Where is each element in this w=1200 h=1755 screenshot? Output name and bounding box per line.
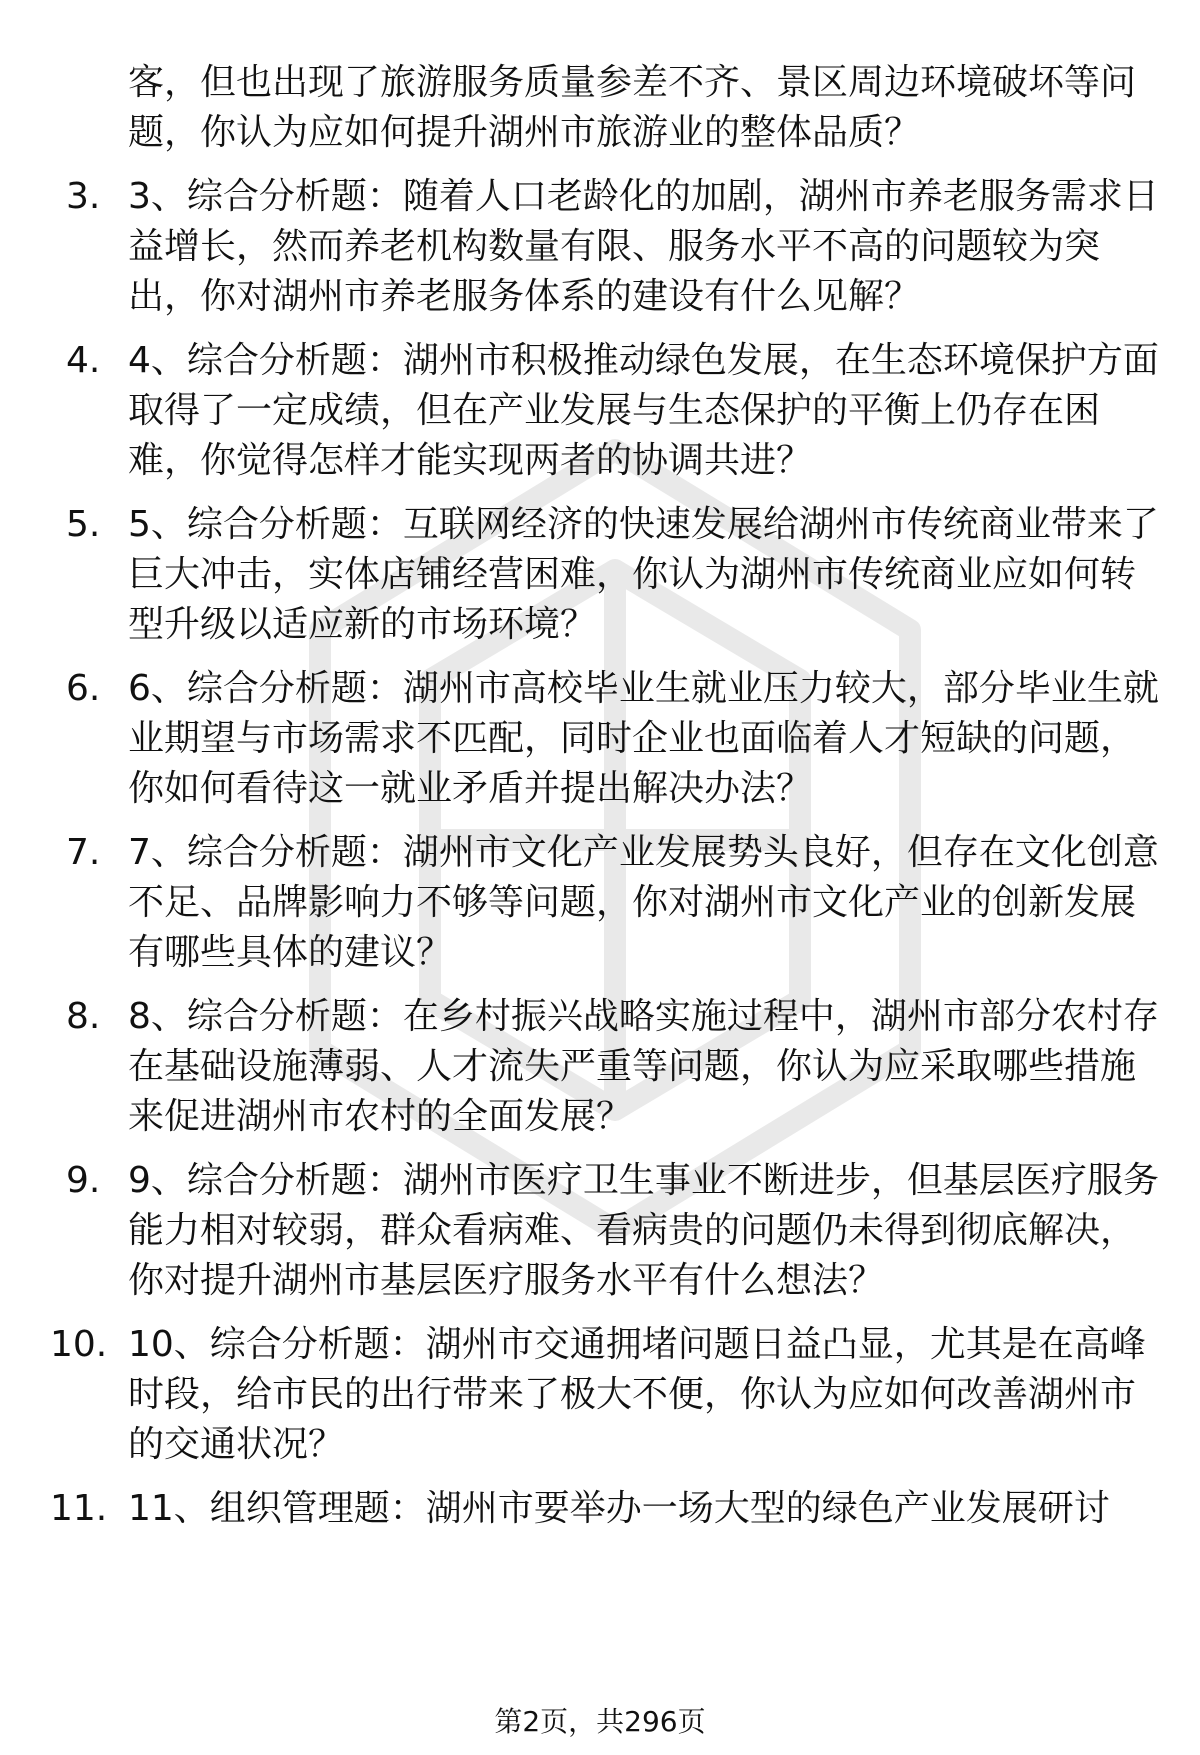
question-line: 10、综合分析题：湖州市交通拥堵问题日益凸显，尤其是在高峰 xyxy=(128,1324,1146,1365)
list-number: 7. xyxy=(66,832,101,873)
question-text xyxy=(128,172,1159,322)
continuation-paragraph xyxy=(128,58,1138,158)
question-line: 难，你觉得怎样才能实现两者的协调共进？ xyxy=(128,440,813,481)
question-line: 在基础设施薄弱、人才流失严重等问题，你认为应采取哪些措施 xyxy=(128,1046,1137,1087)
question-text xyxy=(128,828,1159,978)
question-line: 取得了一定成绩，但在产业发展与生态保护的平衡上仍存在困 xyxy=(128,390,1101,431)
question-text xyxy=(128,1484,1138,1534)
question-line: 11、组织管理题：湖州市要举办一场大型的绿色产业发展研讨 xyxy=(128,1488,1110,1529)
question-line: 7、综合分析题：湖州市文化产业发展势头良好，但存在文化创意 xyxy=(128,832,1159,873)
question-line: 3、综合分析题：随着人口老龄化的加剧，湖州市养老服务需求日 xyxy=(128,176,1159,217)
continuation-line: 题，你认为应如何提升湖州市旅游业的整体品质？ xyxy=(128,112,921,153)
question-line: 不足、品牌影响力不够等问题，你对湖州市文化产业的创新发展 xyxy=(128,882,1137,923)
page-footer xyxy=(0,1702,1200,1742)
question-line: 8、综合分析题：在乡村振兴战略实施过程中，湖州市部分农村存 xyxy=(128,996,1159,1037)
question-line: 6、综合分析题：湖州市高校毕业生就业压力较大，部分毕业生就 xyxy=(128,668,1159,709)
question-line: 有哪些具体的建议？ xyxy=(128,932,453,973)
question-line: 4、综合分析题：湖州市积极推动绿色发展，在生态环境保护方面 xyxy=(128,340,1159,381)
question-text xyxy=(128,1320,1146,1470)
question-line: 来促进湖州市农村的全面发展？ xyxy=(128,1096,633,1137)
list-number: 11. xyxy=(50,1488,108,1529)
question-text xyxy=(128,664,1159,814)
list-number: 8. xyxy=(66,996,101,1037)
page-number-label: 第2页，共296页 xyxy=(494,1705,706,1738)
question-text xyxy=(128,336,1159,486)
question-text xyxy=(128,500,1159,650)
question-line: 巨大冲击，实体店铺经营困难，你认为湖州市传统商业应如何转 xyxy=(128,554,1137,595)
question-line: 时段，给市民的出行带来了极大不便，你认为应如何改善湖州市 xyxy=(128,1374,1137,1415)
question-text xyxy=(128,1156,1159,1306)
question-line: 型升级以适应新的市场环境？ xyxy=(128,604,597,645)
question-line: 9、综合分析题：湖州市医疗卫生事业不断进步，但基层医疗服务 xyxy=(128,1160,1159,1201)
question-text xyxy=(128,992,1159,1142)
question-line: 能力相对较弱，群众看病难、看病贵的问题仍未得到彻底解决， xyxy=(128,1210,1137,1251)
question-line: 你对提升湖州市基层医疗服务水平有什么想法？ xyxy=(128,1260,885,1301)
list-number: 6. xyxy=(66,668,101,709)
list-number: 4. xyxy=(66,340,101,381)
question-line: 业期望与市场需求不匹配，同时企业也面临着人才短缺的问题， xyxy=(128,718,1137,759)
list-number: 5. xyxy=(66,504,101,545)
question-line: 益增长，然而养老机构数量有限、服务水平不高的问题较为突 xyxy=(128,226,1101,267)
question-line: 5、综合分析题：互联网经济的快速发展给湖州市传统商业带来了 xyxy=(128,504,1159,545)
question-line: 你如何看待这一就业矛盾并提出解决办法？ xyxy=(128,768,813,809)
question-line: 出，你对湖州市养老服务体系的建设有什么见解？ xyxy=(128,276,921,317)
continuation-line: 客，但也出现了旅游服务质量参差不齐、景区周边环境破坏等问 xyxy=(128,62,1137,103)
question-line: 的交通状况？ xyxy=(128,1424,345,1465)
list-number: 3. xyxy=(66,176,101,217)
list-number: 9. xyxy=(66,1160,101,1201)
list-number: 10. xyxy=(50,1324,108,1365)
